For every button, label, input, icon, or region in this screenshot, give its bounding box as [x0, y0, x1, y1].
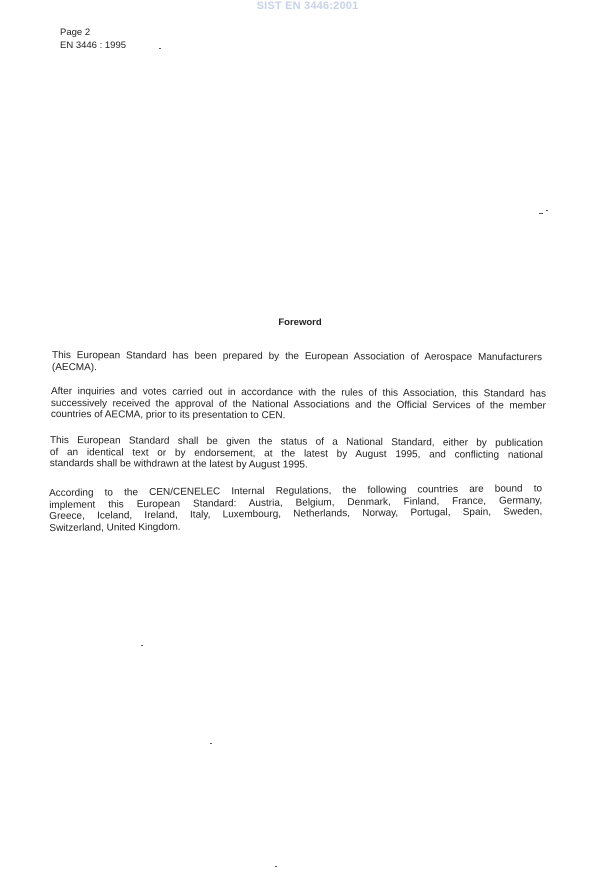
- paragraph-line: According to the CEN/CENELEC Internal Regulations, the following countries are bound to: [49, 483, 543, 499]
- paragraph-line: standards shall be withdrawn at the latest by August 1995.: [49, 457, 308, 471]
- paragraph-line: of an identical text or by endorsement, at the latest by August 1995, and conflicting national: [49, 446, 543, 461]
- paragraph-line: successively received the approval of the National Associations and the Official Services of the member: [50, 397, 546, 412]
- paragraph-line: This European Standard shall be given the status of a National Standard, either by publication: [49, 435, 543, 450]
- paragraph-line: countries of AECMA, prior to its presentation to CEN.: [50, 408, 286, 422]
- paragraph-status: [50, 435, 543, 473]
- paragraph-line: implement this European Standard: Austria, Belgium, Denmark, Finland, France, Germany,: [49, 494, 543, 511]
- scan-speck: [275, 866, 277, 867]
- paragraph-line: After inquiries and votes carried out in accordance with the rules of this Association, this Standard has: [50, 386, 546, 400]
- foreword-title: Foreword: [278, 317, 322, 328]
- scan-speck: [210, 743, 212, 744]
- paragraph-prepared-by: [52, 350, 542, 375]
- document-watermark: SIST EN 3446:2001: [256, 0, 359, 12]
- standard-number: EN 3446 : 1995: [60, 39, 127, 51]
- page-number: Page 2: [60, 27, 91, 38]
- scan-speck: [546, 210, 548, 211]
- paragraph-line: (AECMA).: [51, 361, 97, 373]
- page-header: [60, 27, 126, 52]
- paragraph-approval: [51, 386, 546, 423]
- paragraph-line: This European Standard has been prepared by the European Association of Aerospace Manufacturers: [51, 350, 542, 364]
- paragraph-countries: [49, 483, 542, 534]
- paragraph-line: Switzerland, United Kingdom.: [49, 521, 181, 534]
- paragraph-line: Greece, Iceland, Ireland, Italy, Luxembourg, Netherlands, Norway, Portugal, Spain, Sweden,: [49, 506, 543, 522]
- scan-speck: [141, 645, 143, 646]
- scan-speck: [539, 213, 543, 214]
- scan-speck: [159, 48, 161, 49]
